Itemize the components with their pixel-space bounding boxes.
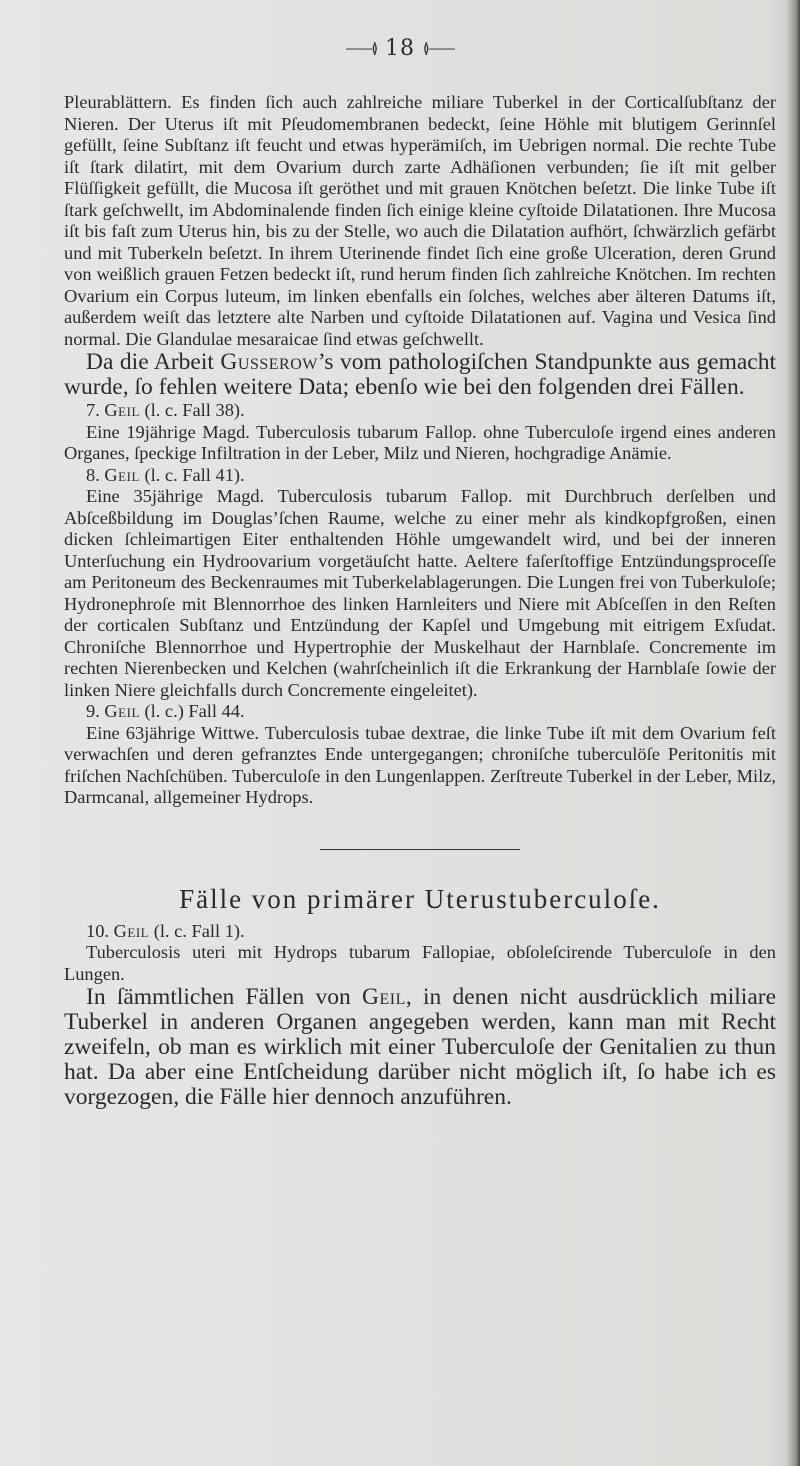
page-number: 18 xyxy=(385,36,415,61)
case-number: 9. xyxy=(86,701,100,721)
paragraph-gusserow-note-start: Da die Arbeit xyxy=(86,349,221,375)
case-reference: (l. c. Fall 38). xyxy=(139,400,245,420)
section-title: Fälle von primärer Uterustuberculoſe. xyxy=(179,883,661,914)
case-author: Geil xyxy=(104,400,140,420)
case-reference: (l. c. Fall 41). xyxy=(139,464,245,485)
paragraph-closing-remark xyxy=(64,985,776,1110)
case-text-10: Tuberculosis uteri mit Hydrops tubarum Fallopiae, obſoleſcirende Tuberculoſe in den Lungen. xyxy=(64,942,776,984)
case-text-9: Eine 63jährige Wittwe. Tuberculosis tubae dextrae, die linke Tube iſt mit dem Ovarium feſt verwachſen und deren gefranztes Ende untergegangen; chroniſche tuberculöſe Peritonitis mit friſchen Nachſchüben. Tuberculoſe in den Lungenlappen. Zerſtreute Tuberkel in der Leber, Milz, Darmcanal, allgemeiner Hydrops. xyxy=(64,722,776,807)
case-heading-10 xyxy=(64,921,776,943)
case-number: 8. xyxy=(86,464,100,485)
case-reference: (l. c. Fall 1). xyxy=(149,920,245,941)
case-number: 10. xyxy=(86,920,109,941)
page-body xyxy=(64,92,776,1110)
page-binding-shadow xyxy=(786,0,800,1466)
paragraph-gusserow-note xyxy=(64,350,776,400)
paragraph-closing-end: , in denen nicht ausdrücklich miliare Tuberkel in anderen Organen angegeben werden, kann man mit Recht zweifeln, ob man es wirklich mit einer Tuberculoſe der Genitalien zu thun hat. Da aber eine Entſcheidung darüber nicht möglich iſt, ſo habe ich es vorgezogen, die Fälle hier dennoch anzuführen. xyxy=(64,984,776,1110)
header-left-ornament: ——≬ xyxy=(345,41,377,57)
case-heading-7 xyxy=(64,400,776,422)
author-name-gusserow: Gusserow xyxy=(220,349,318,375)
case-author: Geil xyxy=(104,701,140,721)
case-heading-9 xyxy=(64,701,776,723)
case-author: Geil xyxy=(104,464,140,485)
case-heading-8 xyxy=(64,465,776,487)
paragraph-closing-start: In ſämmtlichen Fällen von xyxy=(86,984,363,1010)
case-text-8: Eine 35jährige Magd. Tuberculosis tubarum Fallop. mit Durchbruch derſelben und Abſceßbildung im Douglas’ſchen Raume, welche zu einer mehr als kindkopfgroßen, einen dicken ſchleimartigen Eiter enthaltenden Höhle umgewandelt wird, und bei der inneren Unterſuchung ein Hydroovarium vorgetäuſcht hatte. Aeltere faſerſtoffige Entzündungsproceſſe am Peritoneum des Beckenraumes mit Tuberkelablagerungen. Die Lungen frei von Tuberkuloſe; Hydronephroſe mit Blennorrhoe des linken Harnleiters und Niere mit Abſceſſen in den Reſten der corticalen Subſtanz und Entzündung der Kapſel und Umgebung mit eitrigem Exſudat. Chroniſche Blennorrhoe und Hypertrophie der Muskelhaut der Harnblaſe. Concremente im rechten Nierenbecken und Kelchen (wahrſcheinlich iſt die Erkrankung der Harnblaſe ſowie der linken Niere gleichfalls durch Concremente eingeleitet). xyxy=(64,486,776,700)
header-right-ornament: ≬—— xyxy=(423,41,455,57)
case-author: Geil xyxy=(113,920,150,941)
paragraph-autopsy-continuation: Pleurablättern. Es finden ſich auch zahlreiche miliare Tuberkel in der Corticalſubſtanz der Nieren. Der Uterus iſt mit Pſeudomembranen bedeckt, ſeine Höhle mit blutigem Gerinnſel gefüllt, ſeine Subſtanz iſt feucht und etwas hyperämiſch, im Uebrigen normal. Die rechte Tube iſt ſtark dilatirt, mit dem Ovarium durch zarte Adhäſionen verbunden; ſie iſt mit gelber Flüſſigkeit gefüllt, die Mucosa iſt geröthet und mit grauen Knötchen beſetzt. Die linke Tube iſt ſtark geſchwellt, im Abdominalende finden ſich einige kleine cyſtoide Dilatationen. Ihre Mucosa iſt bis faſt zum Uterus hin, bis zu der Stelle, wo auch die Dilatation aufhört, ſchwärzlich gefärbt und mit Tuberkeln beſetzt. In ihrem Uterinende findet ſich eine große Ulceration, deren Grund von weißlich grauen Fetzen bedeckt iſt, rund herum finden ſich zahlreiche Knötchen. Im rechten Ovarium ein Corpus luteum, im linken ebenfalls ein ſolches, welches aber älteren Datums iſt, außerdem weiſt das letztere alte Narben und cyſtoide Dilatationen auf. Vagina und Vesica ſind normal. Die Glandulae mesaraicae ſind etwas geſchwellt. xyxy=(64,92,776,349)
case-reference: (l. c.) Fall 44. xyxy=(139,701,245,721)
case-text-7: Eine 19jährige Magd. Tuberculosis tubarum Fallop. ohne Tuberculoſe irgend eines anderen Organes, ſpeckige Infiltration in der Leber, Milz und Nieren, hochgradige Anämie. xyxy=(64,421,776,463)
page-header xyxy=(0,36,800,61)
case-number: 7. xyxy=(86,400,100,420)
section-divider xyxy=(320,849,520,850)
author-name-geil: Geil xyxy=(362,984,406,1010)
paragraph-gusserow-note-end: ’s vom pathologiſchen Standpunkte aus gemacht wurde, ſo fehlen weitere Data; ebenſo wie bei den folgenden drei Fällen. xyxy=(64,349,776,400)
